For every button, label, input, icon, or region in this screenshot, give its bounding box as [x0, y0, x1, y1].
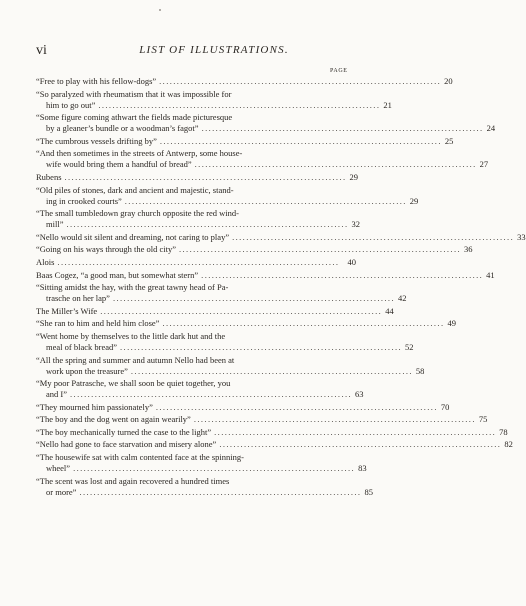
entry-page-number: 24 [486, 123, 496, 134]
entry-last-line [36, 401, 450, 413]
entry-page-number: 58 [415, 365, 425, 376]
list-item [36, 257, 356, 268]
entry-last-line [36, 135, 454, 147]
dot-leader: ................................................................................ [120, 341, 403, 352]
dot-leader: ................................................................................ [124, 195, 407, 206]
page-column-heading: PAGE [330, 68, 348, 74]
entry-last-line [36, 76, 453, 87]
dot-leader: ................................................................................ [64, 171, 347, 182]
entry-caption-line: “Free to play with his fellow-dogs” [36, 76, 157, 86]
dot-leader: ................................................................................ [194, 159, 477, 170]
entry-page-number: 41 [486, 269, 495, 280]
entry-last-line [36, 389, 364, 400]
entry-caption-line: “So paralyzed with rheumatism that it was impossible for [36, 88, 232, 99]
entry-last-line [36, 439, 513, 450]
list-item [36, 401, 450, 413]
entry-caption-line: “Sitting amidst the hay, with the great tawny head of Pa- [36, 282, 229, 293]
entry-caption-line: him to go out” [46, 99, 96, 110]
list-item [36, 244, 473, 255]
entry-page-number: 42 [397, 293, 407, 304]
list-item [36, 330, 414, 353]
entry-page-number: 85 [364, 486, 373, 497]
entry-page-number: 52 [405, 341, 414, 352]
entry-last-line [36, 195, 419, 207]
dot-leader: ................................................................................ [155, 401, 438, 412]
entry-caption-line: by a gleaner’s bundle or a woodman’s fagot” [46, 123, 199, 134]
entry-page-number: 44 [385, 305, 394, 316]
entry-caption-line: “The small tumbledown gray church opposite the red wind- [36, 208, 239, 219]
entry-page-number: 20 [444, 76, 453, 86]
dot-leader: ................................................................................ [79, 486, 362, 497]
entry-last-line [36, 293, 407, 304]
entry-last-line [36, 123, 496, 134]
entry-last-line [36, 231, 526, 243]
list-item [36, 112, 496, 134]
dot-leader: ................................................................................ [130, 365, 413, 376]
dot-leader: ................................................................................ [57, 256, 340, 267]
entry-caption-line: “The scent was lost and again recovered a hundred times [36, 475, 230, 486]
dot-leader: ................................................................................ [66, 219, 349, 230]
entry-last-line [36, 219, 360, 230]
entry-page-number: 21 [383, 99, 392, 110]
entry-caption-line: “Old piles of stones, dark and ancient and majestic, stand- [36, 184, 234, 195]
entry-last-line [36, 305, 394, 317]
entry-page-number: 27 [479, 159, 489, 170]
entry-caption-line: and I” [46, 389, 68, 400]
list-item [36, 452, 367, 474]
dot-leader: ................................................................................ [112, 293, 395, 304]
entry-page-number: 63 [355, 389, 364, 400]
list-item [36, 269, 495, 281]
entry-last-line [36, 99, 392, 111]
entry-caption-line: “And then sometimes in the streets of Antwerp, some house- [36, 148, 243, 159]
dot-leader: ................................................................................ [219, 439, 502, 450]
entry-page-number: 70 [440, 401, 450, 412]
entry-caption-line: The Miller’s Wife [36, 305, 98, 316]
entry-page-number: 25 [444, 135, 454, 146]
entry-caption-line: “All the spring and summer and autumn Nello had been at [36, 354, 235, 365]
entry-caption-line: mill” [46, 219, 64, 230]
page-folio: vi [36, 43, 47, 58]
entry-caption-line: wheel” [46, 463, 71, 474]
entry-last-line [36, 318, 456, 329]
entry-caption-line: or more” [46, 486, 77, 497]
dot-leader: ................................................................................ [159, 76, 442, 86]
list-item [36, 184, 419, 207]
list-item [36, 318, 456, 329]
dot-leader: ................................................................................ [73, 463, 356, 474]
entry-caption-line: “Going on his ways through the old city” [36, 244, 176, 255]
list-item [36, 439, 513, 450]
running-title: LIST OF ILLUSTRATIONS. [139, 44, 289, 56]
entry-last-line [36, 341, 414, 353]
entry-caption-line: ing in crooked courts” [46, 195, 122, 206]
entry-caption-line: “She ran to him and held him close” [36, 318, 160, 329]
page-header [36, 44, 352, 60]
list-item [36, 135, 454, 147]
entry-page-number: 36 [464, 244, 473, 255]
list-item [36, 148, 489, 170]
entry-last-line [36, 257, 356, 268]
entry-last-line [36, 463, 367, 474]
entry-caption-line: “They mourned him passionately” [36, 401, 153, 412]
entry-caption-line: “Went home by themselves to the little dark hut and the [36, 330, 226, 341]
list-item [36, 172, 356, 183]
entry-last-line [36, 244, 473, 255]
dot-leader: ................................................................................ [179, 244, 461, 255]
entry-caption-line: “Some figure coming athwart the fields made picturesque [36, 112, 233, 123]
list-item [36, 88, 392, 111]
top-mark [159, 9, 161, 11]
list-item [36, 231, 526, 243]
entry-page-number: 49 [447, 318, 456, 329]
entry-caption-line: wife would bring them a handful of bread” [46, 159, 192, 170]
list-item [36, 282, 407, 304]
entry-page-number: 29 [349, 171, 358, 182]
dot-leader: ................................................................................ [201, 123, 484, 134]
entry-last-line [36, 269, 495, 281]
dot-leader: ................................................................................ [98, 99, 381, 110]
entry-page-number: 29 [409, 195, 419, 206]
dot-leader: ................................................................................ [232, 231, 515, 242]
dot-leader: ................................................................................ [100, 305, 383, 316]
list-item [36, 378, 364, 400]
list-item [36, 475, 373, 498]
entry-caption-line: “My poor Patrasche, we shall soon be quiet together, you [36, 378, 231, 389]
entry-caption-line: Rubens [36, 171, 62, 182]
entry-page-number: 78 [499, 426, 508, 437]
dot-leader: ................................................................................ [162, 318, 445, 329]
list-item [36, 414, 488, 425]
entry-page-number: 75 [478, 414, 488, 425]
list-item [36, 305, 394, 317]
entry-caption-line: “The cumbrous vessels drifting by” [36, 135, 157, 146]
entry-caption-line: “The boy and the dog went on again wearily” [36, 414, 191, 425]
dot-leader: ................................................................................ [193, 414, 476, 425]
entry-last-line [36, 172, 356, 183]
entry-caption-line: “The housewife sat with calm contented face at the spinning- [36, 452, 244, 463]
entry-caption-line: work upon the treasure” [46, 365, 128, 376]
list-item [36, 426, 508, 438]
entry-caption-line: “Nello had gone to face starvation and misery alone” [36, 439, 217, 450]
entry-page-number: 33 [517, 231, 526, 242]
entry-caption-line: meal of black bread” [46, 341, 118, 352]
dot-leader: ................................................................................ [214, 426, 497, 437]
list-item [36, 208, 360, 230]
list-item [36, 76, 453, 87]
entry-caption-line: Baas Cogez, “a good man, but somewhat stern” [36, 269, 199, 280]
entry-caption-line: Alois [36, 256, 55, 267]
entry-last-line [36, 365, 425, 377]
entry-caption-line: trasche on her lap” [46, 293, 110, 304]
entry-page-number: 40 [347, 256, 356, 267]
dot-leader: ................................................................................ [159, 135, 442, 146]
entry-last-line [36, 486, 373, 498]
entry-last-line [36, 159, 489, 170]
entry-last-line [36, 426, 508, 438]
entry-page-number: 83 [358, 463, 367, 474]
entry-last-line [36, 414, 488, 425]
dot-leader: ................................................................................ [70, 389, 353, 400]
dot-leader: ................................................................................ [201, 269, 484, 280]
list-item [36, 354, 425, 377]
entry-page-number: 82 [504, 439, 513, 450]
entry-caption-line: “Nello would sit silent and dreaming, not caring to play” [36, 231, 230, 242]
entry-caption-line: “The boy mechanically turned the case to the light” [36, 426, 212, 437]
illustration-list [36, 76, 526, 499]
entry-page-number: 32 [351, 219, 360, 230]
